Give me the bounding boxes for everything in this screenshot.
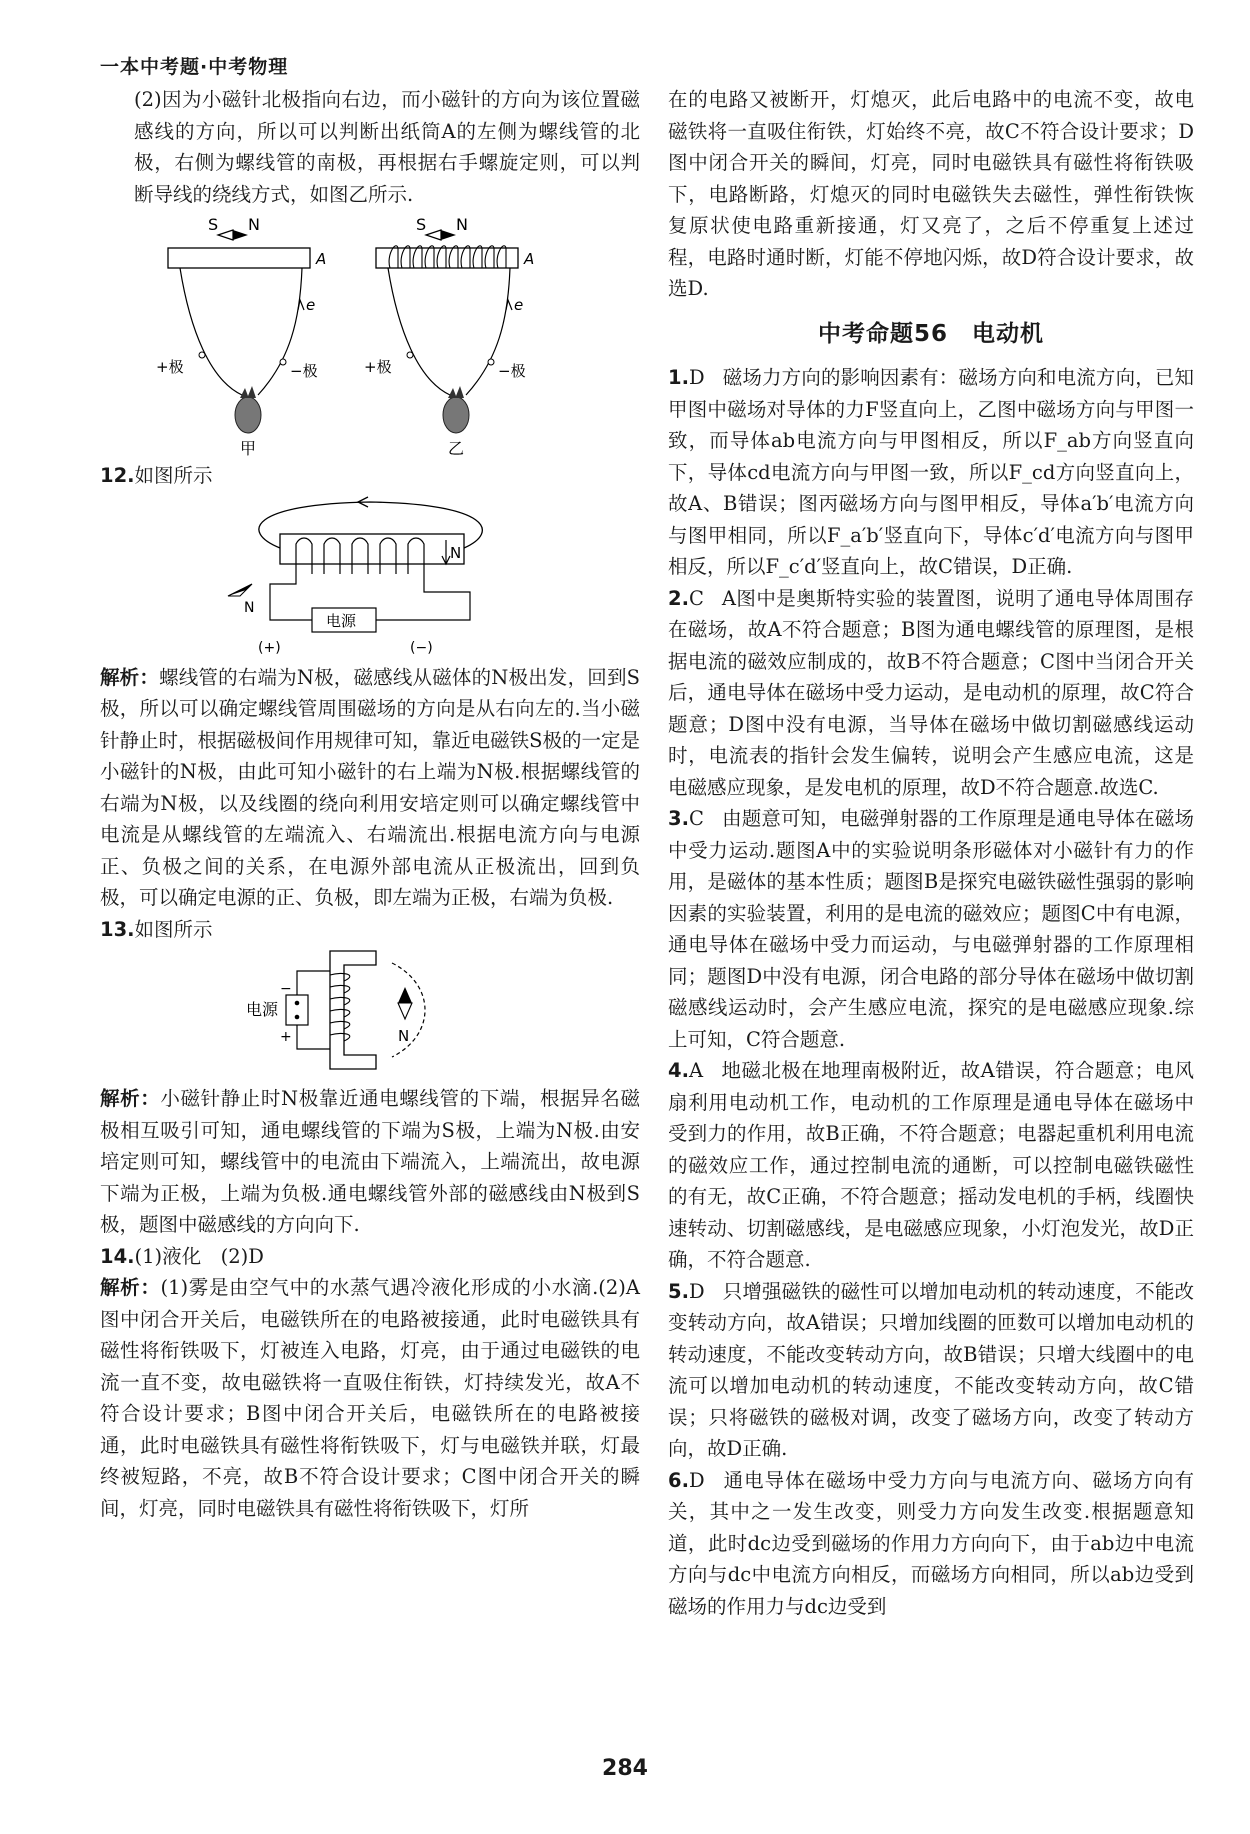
answer-choice: A	[688, 1059, 704, 1082]
tube-a-label-yi: A	[524, 250, 535, 268]
q14-analysis: (1)雾是由空气中的水蒸气遇冷液化形成的小水滴.(2)A图中闭合开关后，电磁铁所在的电路被接通，此时电磁铁具有磁性将衔铁吸下，灯被连入电路，灯亮，由于通过电磁铁的电流一直不变，故电磁铁将一直吸住衔铁，灯持续发光，故A不符合设计要求；B图中闭合开关后，电磁铁所在的电路被接通，此时电磁铁具有磁性将衔铁吸下，灯与电磁铁并联，灯最终被短路，不亮，故B不符合设计要求；C图中闭合开关的瞬间，灯亮，同时电磁铁具有磁性将衔铁吸下，灯所	[100, 1276, 640, 1520]
q12-analysis: 螺线管的右端为N极，磁感线从磁体的N极出发，回到S极，所以可以确定螺线管周围磁场的方向是从右向左的.当小磁针静止时，根据磁极间作用规律可知，靠近电磁铁S极的一定是小磁针的N极，由此可知小磁针的右上端为N极.根据螺线管的右端为N极，以及线圈的绕向利用安培定则可以确定螺线管中电流是从螺线管的左端流入、右端流出.根据电流方向与电源正、负极之间的关系，在电源外部电流从正极流出，回到负极，可以确定电源的正、负极，即左端为正极，右端为负极.	[100, 665, 640, 909]
answer-number: 2.	[668, 586, 689, 610]
answer-number: 6.	[668, 1468, 689, 1492]
page-number: 284	[602, 1756, 648, 1781]
page-header: 一本中考题·中考物理	[100, 56, 289, 78]
answer-choice: C	[688, 586, 704, 610]
answer-explanation: 磁场力方向的影响因素有：磁场方向和电流方向，已知甲图中磁场对导体的力F竖直向上，乙图中磁场方向与甲图一致，而导体ab电流方向与甲图相反，所以F_ab方向竖直向下，导体cd电流方向与甲图一致，所以F_cd方向竖直向上，故A、B错误；图丙磁场方向与图甲相反，导体a′b′电流方向与图甲相同，所以F_a′b′竖直向下，导体c′d′电流方向与图甲相反，所以F_c′d′竖直向上，故C错误，D正确.	[668, 366, 1194, 578]
q14-number: 14.	[100, 1244, 135, 1268]
pineapple-icon-jia	[235, 397, 261, 433]
figure-11-jia-yi	[150, 210, 590, 460]
current-e-label-yi: e	[514, 296, 524, 314]
wire-to-source-left	[270, 564, 312, 620]
terminal-plus-jia	[199, 352, 205, 358]
answer-explanation: 通电导体在磁场中受力方向与电流方向、磁场方向有关，其中之一发生改变，则受力方向发生改变.根据题意知道，此时dc边受到磁场的作用力方向向下，由于ab边中电流方向与dc中电流方向相反，而磁场方向相同，所以ab边受到磁场的作用力与dc边受到	[668, 1468, 1194, 1618]
q14-analysis-continued: 在的电路又被断开，灯熄灭，此后电路中的电流不变，故电磁铁将一直吸住衔铁，灯始终不亮，故C不符合设计要求；D图中闭合开关的瞬间，灯亮，同时电磁铁具有磁性将衔铁吸下，电路断路，灯熄灭的同时电磁铁失去磁性，弹性衔铁恢复原状使电路重新接通，灯又亮了，之后不停重复上述过程，电路时通时断，灯能不停地闪烁，故D符合设计要求，故选D.	[668, 88, 1194, 300]
q11-part2-text: (2)因为小磁针北极指向右边，而小磁针的方向为该位置磁感线的方向，所以可以判断出纸筒A的左侧为螺线管的北极，右侧为螺线管的南极，再根据右手螺旋定则，可以判断导线的绕线方式，如图乙所示.	[134, 88, 640, 206]
figure-jia-label: 甲	[240, 439, 257, 458]
compass-needle-n-jia	[233, 230, 248, 240]
answer-item	[668, 362, 1194, 583]
q14-answer: (1)液化 (2)D	[134, 1244, 264, 1268]
q12-answer: 如图所示	[134, 464, 213, 487]
compass-needle-n	[398, 987, 412, 1003]
terminal-plus-yi	[407, 352, 413, 358]
solenoid-n-label: N	[450, 543, 462, 562]
wire-to-source-right	[376, 564, 470, 620]
section-title: 中考命题56 电动机	[817, 320, 1044, 347]
source-terminal-top	[295, 1001, 300, 1006]
q12-analysis-label: 解析：	[100, 665, 160, 689]
wire-left-jia	[180, 268, 242, 395]
pineapple-leaves-jia	[240, 386, 256, 398]
answer-choice: D	[688, 1468, 705, 1492]
q12-number: 12.	[100, 464, 135, 487]
compass-n-label-yi: N	[456, 215, 468, 234]
compass-needle-s-yi	[426, 230, 441, 240]
answer-item	[668, 1276, 1194, 1465]
q13-analysis: 小磁针静止时N极靠近通电螺线管的下端，根据异名磁极相互吸引可知，通电螺线管的下端为S极，上端为N极.由安培定则可知，螺线管中的电流由下端流入，上端流出，故电源下端为正极，上端为负极.通电螺线管外部的磁感线由N极到S极，题图中磁感线的方向向下.	[100, 1087, 640, 1236]
answer-explanation: 地磁北极在地理南极附近，故A错误，符合题意；电风扇利用电动机工作，电动机的工作原理是通电导体在磁场中受到力的作用，故B正确，不符合题意；电器起重机利用电流的磁效应工作，通过控制电流的通断，可以控制电磁铁磁性的有无，故C正确，不符合题意；摇动发电机的手柄，线圈快速转动、切割磁感线，是电磁感应现象，小灯泡发光，故D正确，不符合题意.	[668, 1059, 1194, 1271]
pineapple-leaves-yi	[448, 386, 464, 398]
left-column	[100, 84, 640, 1524]
wire-top	[297, 971, 330, 995]
source-plus-label: +	[280, 1029, 292, 1045]
answer-number: 4.	[668, 1059, 689, 1082]
answer-item	[668, 803, 1194, 1055]
compass-s-label-jia: S	[208, 215, 219, 234]
compass-n-label: N	[398, 1027, 410, 1045]
terminal-minus-yi	[488, 359, 494, 365]
figure-yi-label: 乙	[448, 439, 465, 458]
compass-needle-s	[398, 1003, 412, 1019]
right-column	[668, 84, 1194, 1622]
source-terminal-bottom	[295, 1015, 300, 1020]
q13-answer: 如图所示	[134, 917, 213, 941]
q13-number: 13.	[100, 917, 135, 941]
terminal-minus-jia	[280, 359, 286, 365]
compass-needle-n-yi	[441, 230, 456, 240]
answer-number: 5.	[668, 1279, 689, 1303]
plus-pole-label-yi: +极	[364, 358, 392, 376]
compass-s-label-yi: S	[416, 215, 427, 234]
wire-bottom	[297, 1025, 330, 1049]
compass-n-label-jia: N	[248, 215, 260, 234]
answer-number: 3.	[668, 807, 689, 830]
answer-item	[668, 583, 1194, 804]
wire-left-yi	[388, 268, 450, 395]
figure-13-electromagnet	[240, 945, 500, 1083]
answer-explanation: A图中是奥斯特实验的装置图，说明了通电导体周围存在磁场，故A不符合题意；B图为通电螺线管的原理图，是根据电流的磁效应制成的，故B不符合题意；C图中当闭合开关后，通电导体在磁场中受力运动，是电动机的原理，故C符合题意；D图中没有电源，当导体在磁场中做切割磁感线运动时，电流表的指针会发生偏转，说明会产生感应电流，这是电磁感应现象，是发电机的原理，故D不符合题意.故选C.	[668, 586, 1194, 799]
answer-item	[668, 1055, 1194, 1276]
answer-number: 1.	[668, 366, 689, 389]
compass-needle-s-jia	[218, 230, 233, 240]
answer-choice: D	[688, 366, 705, 389]
answer-choice: C	[688, 807, 704, 830]
answer-list	[668, 362, 1194, 1622]
answer-choice: D	[688, 1279, 705, 1303]
q13-analysis-label: 解析：	[100, 1087, 161, 1110]
power-source-label: 电源	[326, 611, 357, 630]
pineapple-icon-yi	[443, 397, 469, 433]
power-source-box	[286, 995, 308, 1025]
minus-pole-label-yi: −极	[498, 362, 526, 380]
answer-item	[668, 1465, 1194, 1623]
power-label: 电源	[246, 1000, 279, 1019]
minus-pole-label-jia: −极	[290, 362, 318, 380]
plus-pole-label-jia: +极	[156, 358, 184, 376]
tube-a-label-jia: A	[316, 250, 327, 268]
figure-12-solenoid	[200, 492, 540, 662]
compass-n-label: N	[244, 599, 255, 616]
q14-analysis-label: 解析：	[100, 1276, 161, 1299]
answer-explanation: 只增强磁铁的磁性可以增加电动机的转动速度，不能改变转动方向，故A错误；只增加线圈的匝数可以增加电动机的转动速度，不能改变转动方向，故B错误；只增大线圈中的电流可以增加电动机的转动速度，不能改变转动方向，故C错误；只将磁铁的磁极对调，改变了磁场方向，改变了转动方向，故D正确.	[668, 1279, 1194, 1460]
current-e-label-jia: e	[306, 296, 316, 314]
source-minus-label: −	[280, 981, 292, 997]
paper-tube-jia	[168, 248, 310, 268]
source-plus-label: (+)	[258, 639, 281, 656]
source-minus-label: (−)	[410, 639, 433, 656]
answer-explanation: 由题意可知，电磁弹射器的工作原理是通电导体在磁场中受力运动.题图A中的实验说明条形磁体对小磁针有力的作用，是磁体的基本性质；题图B是探究电磁铁磁性强弱的影响因素的实验装置，利用的是电流的磁效应；题图C中有电源，通电导体在磁场中受力而运动，与电磁弹射器的工作原理相同；题图D中没有电源，闭合电路的部分导体在磁场中做切割磁感线运动时，会产生感应电流，探究的是电磁感应现象.综上可知，C符合题意.	[668, 807, 1194, 1051]
